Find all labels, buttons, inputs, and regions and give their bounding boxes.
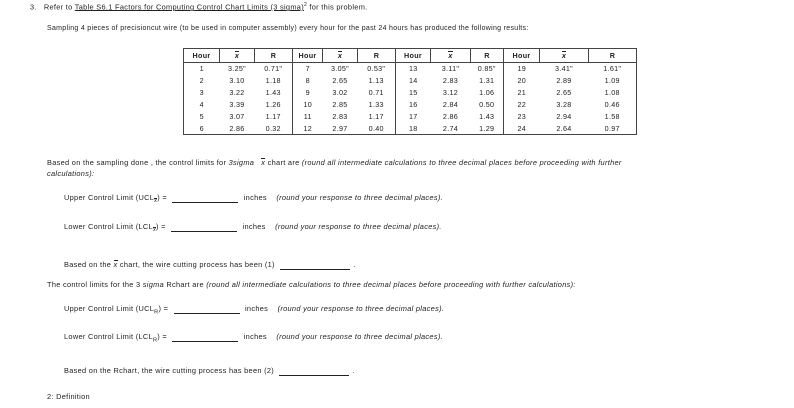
table-cell: 3.22 xyxy=(229,88,245,98)
table-cell: 1.58 xyxy=(589,111,637,123)
table-cell: 1.61" xyxy=(589,63,637,75)
header-range: R xyxy=(589,49,637,63)
based-on-sampling-line2: calculations): xyxy=(47,169,95,178)
table-row xyxy=(184,122,637,134)
table-cell: 5 xyxy=(184,111,220,123)
table-cell: 2.83 xyxy=(332,112,348,121)
table-cell: 3.28 xyxy=(556,100,572,110)
table-cell: 19 xyxy=(504,63,540,75)
table-cell: 2.65 xyxy=(332,76,348,86)
table-cell: 7 xyxy=(293,63,323,75)
table-cell: 0.71" xyxy=(264,64,283,74)
table-row xyxy=(184,99,637,111)
rchart-result: Based on the Rchart, the wire cutting process has been (2) . xyxy=(64,366,355,375)
based-on-sampling-line1: Based on the sampling done , the control limits for 3sigma x chart are (round all intermediate calculations to three decimal places before proceeding with further xyxy=(47,158,622,167)
table-cell: 3.10 xyxy=(229,76,245,86)
table-cell: 3.11" xyxy=(441,64,460,74)
table-cell: 24 xyxy=(504,122,540,134)
table-cell: 2.83 xyxy=(442,76,459,86)
table-cell: 2.84 xyxy=(442,100,459,110)
header-hour: Hour xyxy=(396,49,431,63)
table-cell: 1.43 xyxy=(479,112,495,121)
lcl-r-row: Lower Control Limit $(LCL_R)$ = inches (round your response to three decimal places). xyxy=(64,332,443,344)
table-cell: 6 xyxy=(184,122,220,134)
header-range: R xyxy=(471,49,504,63)
ucl-xbar-row: Upper Control Limit $(UCL_x)$ = inches (round your response to three decimal places). xyxy=(64,193,443,205)
table-cell: 2.86 xyxy=(442,112,459,121)
table-row xyxy=(184,111,637,123)
table-row xyxy=(184,75,637,87)
problem-number: 3. xyxy=(30,2,37,12)
header-hour: Hour xyxy=(504,49,540,63)
lcl-r-input[interactable] xyxy=(172,333,238,342)
table-cell: 20 xyxy=(504,75,540,87)
footnote-superscript: 2 xyxy=(303,2,308,8)
table-cell: 1.09 xyxy=(589,75,637,87)
table-cell: 2.64 xyxy=(540,122,589,134)
table-cell: 2.89 xyxy=(556,76,572,86)
table-cell: 0.46 xyxy=(589,99,637,111)
header-range: R xyxy=(255,49,293,63)
table-cell: 1.13 xyxy=(368,76,384,86)
table-cell: 1.18 xyxy=(265,76,281,86)
table-cell: 0.32 xyxy=(255,122,293,134)
table-cell: 1.08 xyxy=(589,87,637,99)
table-cell: 1.29 xyxy=(471,122,504,134)
table-cell: 23 xyxy=(504,111,540,123)
intro-prefix: Refer to xyxy=(43,2,73,12)
table-cell: 2.86 xyxy=(220,122,255,134)
table-cell: 3.12 xyxy=(442,88,459,98)
table-cell: 3.05" xyxy=(330,64,350,74)
table-header-row xyxy=(184,49,637,63)
table-cell: 9 xyxy=(293,87,323,99)
header-xbar: x xyxy=(431,49,471,63)
table-cell: 0.71 xyxy=(368,88,384,98)
table-s61-link[interactable]: Table S6.1 Factors for Computing Control Chart Limits (3 sigma) xyxy=(74,2,304,12)
intro-suffix: for this problem. xyxy=(309,2,368,12)
table-cell: 0.53" xyxy=(367,64,386,74)
table-cell: 1 xyxy=(184,63,220,75)
data-table xyxy=(183,48,637,135)
table-cell: 3.25" xyxy=(227,64,247,74)
table-cell: 2 xyxy=(184,75,220,87)
table-cell: 13 xyxy=(396,63,431,75)
sampling-text: Sampling 4 pieces of precisioncut wire (to be used in computer assembly) every hour for the past 24 hours has produced the following results: xyxy=(47,25,529,32)
table-cell: 12 xyxy=(293,122,323,134)
table-cell: 3.41" xyxy=(554,64,574,74)
table-cell: 22 xyxy=(504,99,540,111)
table-cell: 0.40 xyxy=(358,122,396,134)
table-cell: 21 xyxy=(504,87,540,99)
header-hour: Hour xyxy=(184,49,220,63)
table-cell: 17 xyxy=(396,111,431,123)
problem-header xyxy=(30,2,368,11)
table-cell: 2.85 xyxy=(332,100,348,110)
table-cell: 16 xyxy=(396,99,431,111)
table-cell: 2.94 xyxy=(556,112,572,121)
header-xbar: x xyxy=(540,49,589,63)
header-xbar: x xyxy=(323,49,358,63)
table-row xyxy=(184,87,637,99)
table-cell: 18 xyxy=(396,122,431,134)
definition-label: 2: Definition xyxy=(47,392,90,401)
table-cell: 11 xyxy=(293,111,323,123)
table-cell: 3.39 xyxy=(229,100,245,110)
rchart-process-dropdown[interactable] xyxy=(279,367,349,376)
ucl-xbar-input[interactable] xyxy=(172,194,238,203)
table-cell: 3.07 xyxy=(229,112,245,121)
table-cell: 0.50 xyxy=(479,100,495,110)
xbar-process-dropdown[interactable] xyxy=(280,261,350,270)
table-cell: 1.17 xyxy=(265,112,281,121)
lcl-xbar-input[interactable] xyxy=(171,223,237,232)
header-xbar: x xyxy=(220,49,255,63)
ucl-r-row: Upper Control Limit $(UCL_R)$ = inches (round your response to three decimal places). xyxy=(64,304,445,316)
table-cell: 10 xyxy=(293,99,323,111)
table-cell: 1.33 xyxy=(368,100,384,110)
table-cell: 2.97 xyxy=(323,122,358,134)
table-cell: 1.31 xyxy=(479,76,495,86)
xbar-symbol: x xyxy=(261,158,266,167)
table-cell: 1.43 xyxy=(265,88,281,98)
table-cell: 3 xyxy=(184,87,220,99)
table-cell: 1.06 xyxy=(479,88,495,98)
header-range: R xyxy=(358,49,396,63)
table-cell: 2.65 xyxy=(556,88,572,98)
table-cell: 0.85" xyxy=(477,64,496,74)
table-cell: 0.97 xyxy=(589,122,637,134)
ucl-r-input[interactable] xyxy=(174,305,240,314)
xbar-chart-result: Based on the x chart, the wire cutting process has been (1) . xyxy=(64,260,356,269)
table-cell: 15 xyxy=(396,87,431,99)
lcl-xbar-row: Lower Control Limit $(LCL_x)$ = inches (round your response to three decimal places). xyxy=(64,222,442,234)
table-cell: 4 xyxy=(184,99,220,111)
header-hour: Hour xyxy=(293,49,323,63)
table-cell: 3.02 xyxy=(332,88,348,98)
table-cell: 8 xyxy=(293,75,323,87)
sigma-term: 3sigma xyxy=(228,158,255,167)
table-cell: 14 xyxy=(396,75,431,87)
table-cell: 1.17 xyxy=(368,112,384,121)
table-cell: 1.26 xyxy=(265,100,281,110)
table-row xyxy=(184,63,637,75)
rchart-intro: The control limits for the 3 sigma Rchart are (round all intermediate calculations to three decimal places before proceeding with further calculations): xyxy=(47,280,576,289)
table-cell: 2.74 xyxy=(431,122,471,134)
